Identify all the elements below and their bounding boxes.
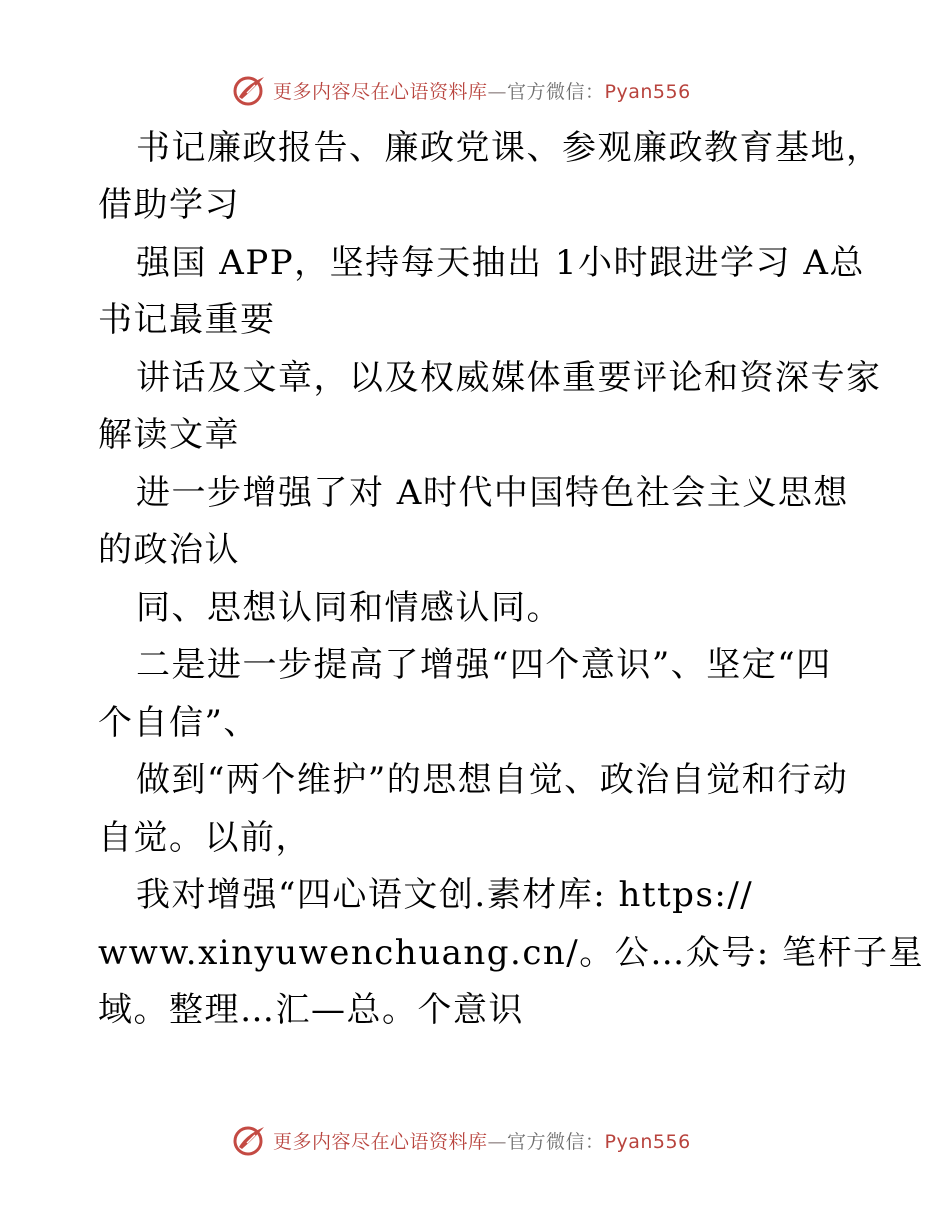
doc-line: 进一步增强了对 A时代中国特色社会主义思想 [136, 473, 849, 513]
footer-banner-handle: Pyan556 [604, 1130, 691, 1153]
doc-line: 讲话及文章，以及权威媒体重要评论和资深专家 [136, 358, 882, 398]
quill-logo-icon [233, 1123, 267, 1157]
doc-line: www.xinyuwenchuang.cn/。公…众号: 笔杆子星 [98, 933, 924, 973]
doc-line: 同、思想认同和情感认同。 [136, 588, 562, 628]
header-banner-text [273, 77, 691, 104]
doc-line: 书记廉政报告、廉政党课、参观廉政教育基地， [136, 128, 882, 168]
doc-line: 我对增强“四心语文创.素材库: https:// [136, 875, 754, 915]
quill-logo-icon [233, 73, 267, 107]
header-banner-main: 更多内容尽在心语资料库 [273, 80, 488, 103]
header-banner-handle: Pyan556 [604, 80, 691, 103]
doc-line: 的政治认 [98, 530, 240, 570]
footer-banner [233, 1120, 691, 1160]
doc-line: 借助学习 [98, 185, 240, 225]
doc-line: 域。整理…汇—总。个意识 [98, 990, 524, 1030]
doc-line: 书记最重要 [98, 300, 276, 340]
footer-banner-text [273, 1127, 691, 1154]
doc-line: 个自信”、 [98, 703, 259, 743]
header-banner-sep: — [487, 80, 508, 103]
header-banner [233, 70, 691, 110]
footer-banner-sep: — [487, 1130, 508, 1153]
doc-line: 自觉。以前， [98, 818, 311, 858]
header-banner-official: 官方微信： [507, 80, 605, 103]
doc-line: 做到“两个维护”的思想自觉、政治自觉和行动 [136, 760, 849, 800]
doc-line: 解读文章 [98, 415, 240, 455]
footer-banner-official: 官方微信： [507, 1130, 605, 1153]
doc-line: 强国 APP，坚持每天抽出 1小时跟进学习 A总 [136, 243, 865, 283]
footer-banner-main: 更多内容尽在心语资料库 [273, 1130, 488, 1153]
doc-line: 二是进一步提高了增强“四个意识”、坚定“四 [136, 645, 832, 685]
